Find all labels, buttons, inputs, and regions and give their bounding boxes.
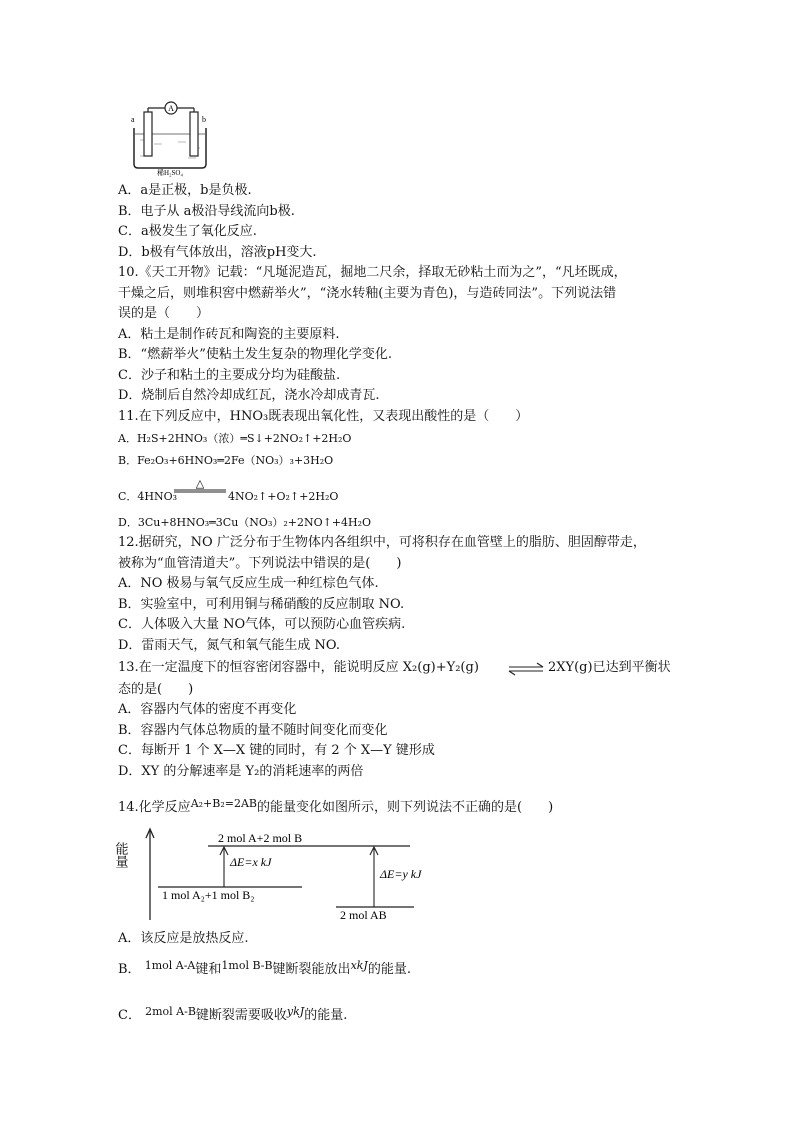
q10-stem-line1: 10.《天工开物》记载：“凡埏泥造瓦，掘地二尺余，择取无砂粘土而为之”，“凡坯既成， — [118, 265, 627, 280]
equilibrium-arrow-icon — [506, 662, 546, 676]
q14-stem-right: 的能量变化如图所示，则下列说法不正确的是( ) — [257, 800, 554, 815]
electrode-a — [144, 112, 152, 156]
heat-condition-arrow — [172, 476, 228, 494]
q10-option-d: D．烧制后自然冷却成红瓦，浇水冷却成青瓦. — [118, 388, 380, 403]
q13-stem-line2: 态的是( ) — [118, 682, 194, 697]
q10-stem-line3: 误的是（ ） — [118, 306, 210, 321]
q14-option-b-text3: 的能量. — [367, 962, 411, 977]
delta-y-label: ΔE=y kJ — [380, 867, 422, 881]
q14-option-b-text1: 键和 — [195, 962, 222, 977]
galvanic-cell-figure — [126, 100, 214, 178]
q12-stem-line1: 12.据研究，NO 广泛分布于生物体内各组织中，可将积存在血管壁上的脂肪、胆固醇带走， — [118, 535, 646, 550]
q10-option-c: C．沙子和粘土的主要成分均为硅酸盐. — [118, 368, 341, 383]
svg-text:A: A — [168, 104, 174, 113]
q14-option-c-text1: 键断裂需要吸收 — [195, 1008, 287, 1023]
q14-option-b-prefix: B． — [118, 962, 141, 977]
q13-stem-right: 2XY(g)已达到平衡状 — [548, 660, 671, 675]
q14-option-a: A．该反应是放热反应. — [118, 931, 249, 946]
q14-option-b-term3: xkJ — [350, 959, 368, 972]
q13-stem-left: 13.在一定温度下的恒容密闭容器中，能说明反应 X₂(g)+Y₂(g) — [118, 660, 479, 675]
energy-level-diagram — [113, 826, 458, 924]
q12-option-b: B．实验室中，可利用铜与稀硝酸的反应制取 NO. — [118, 597, 405, 612]
q13-option-c: C．每断开 1 个 X—X 键的同时，有 2 个 X—Y 键形成 — [118, 743, 435, 758]
q12-option-d: D．雷雨天气，氮气和氧气能生成 NO. — [118, 638, 340, 653]
q13-option-a: A．容器内气体的密度不再变化 — [118, 702, 297, 717]
q11-option-a: A．H₂S+2HNO₃（浓）═S↓+2NO₂↑+2H₂O — [118, 432, 352, 445]
level-right-label: 2 mol AB — [340, 908, 387, 922]
q14-option-c-text2: 的能量. — [304, 1008, 348, 1023]
q14-option-b-text2: 键断裂能放出 — [272, 962, 351, 977]
svg-text:a: a — [131, 115, 135, 124]
svg-text:△: △ — [195, 478, 205, 490]
q14-option-c-term1: 2mol A-B — [145, 1005, 196, 1018]
q10-option-a: A．粘土是制作砖瓦和陶瓷的主要原料. — [118, 327, 340, 342]
q9-option-b: B．电子从 a极沿导线流向b极. — [118, 204, 295, 219]
q14-stem — [118, 799, 553, 817]
q13-option-b: B．容器内气体总物质的量不随时间变化而变化 — [118, 723, 388, 738]
delta-x-label: ΔE=x kJ — [230, 855, 272, 869]
q12-option-c: C．人体吸入大量 NO气体，可以预防心血管疾病. — [118, 617, 406, 632]
electrode-b — [190, 112, 198, 156]
q14-option-b-term2: 1mol B-B — [221, 959, 273, 972]
q10-option-b: B．“燃薪举火”使粘土发生复杂的物理化学变化. — [118, 347, 392, 362]
q10-stem-line2: 干燥之后，则堆积窖中燃薪举火”，“浇水转釉(主要为青色)，与造砖同法”。下列说法错 — [118, 286, 617, 301]
q12-stem-line2: 被称为“血管清道夫”。下列说法中错误的是( ) — [118, 556, 402, 571]
q11-option-c-right: 4NO₂↑+O₂↑+2H₂O — [228, 490, 339, 503]
q11-option-b: B．Fe₂O₃+6HNO₃═2Fe（NO₃）₃+3H₂O — [118, 454, 334, 467]
level-top-label: 2 mol A+2 mol B — [218, 831, 303, 845]
svg-text:稀H₂SO₄: 稀H₂SO₄ — [157, 169, 183, 177]
q14-option-c-term2: ykJ — [286, 1005, 305, 1018]
svg-text:b: b — [202, 115, 206, 124]
q14-option-c-prefix: C． — [118, 1008, 141, 1023]
q9-option-a: A．a是正极，b是负极. — [118, 183, 252, 198]
energy-axis-label: 能量 — [113, 842, 129, 868]
q12-option-a: A．NO 极易与氧气反应生成一种红棕色气体. — [118, 576, 379, 591]
q11-option-c-left: C．4HNO₃ — [118, 490, 178, 503]
q13-option-d: D．XY 的分解速率是 Y₂的消耗速率的两倍 — [118, 764, 364, 779]
q14-option-b-term1: 1mol A-A — [144, 959, 196, 972]
q14-option-c — [118, 1007, 347, 1025]
q9-option-c: C．a极发生了氧化反应. — [118, 224, 257, 239]
q11-stem: 11.在下列反应中，HNO₃既表现出氧化性，又表现出酸性的是（ ） — [118, 409, 529, 424]
q14-formula: A₂+B₂=2AB — [190, 797, 257, 810]
q9-option-d: D．b极有气体放出，溶液pH变大. — [118, 245, 317, 260]
q11-option-d: D．3Cu+8HNO₃═3Cu（NO₃）₂+2NO↑+4H₂O — [118, 516, 372, 529]
q14-option-b — [118, 961, 411, 979]
q14-stem-left: 14.化学反应 — [118, 800, 191, 815]
level-left-label: 1 mol A₂+1 mol B₂ — [162, 888, 255, 902]
